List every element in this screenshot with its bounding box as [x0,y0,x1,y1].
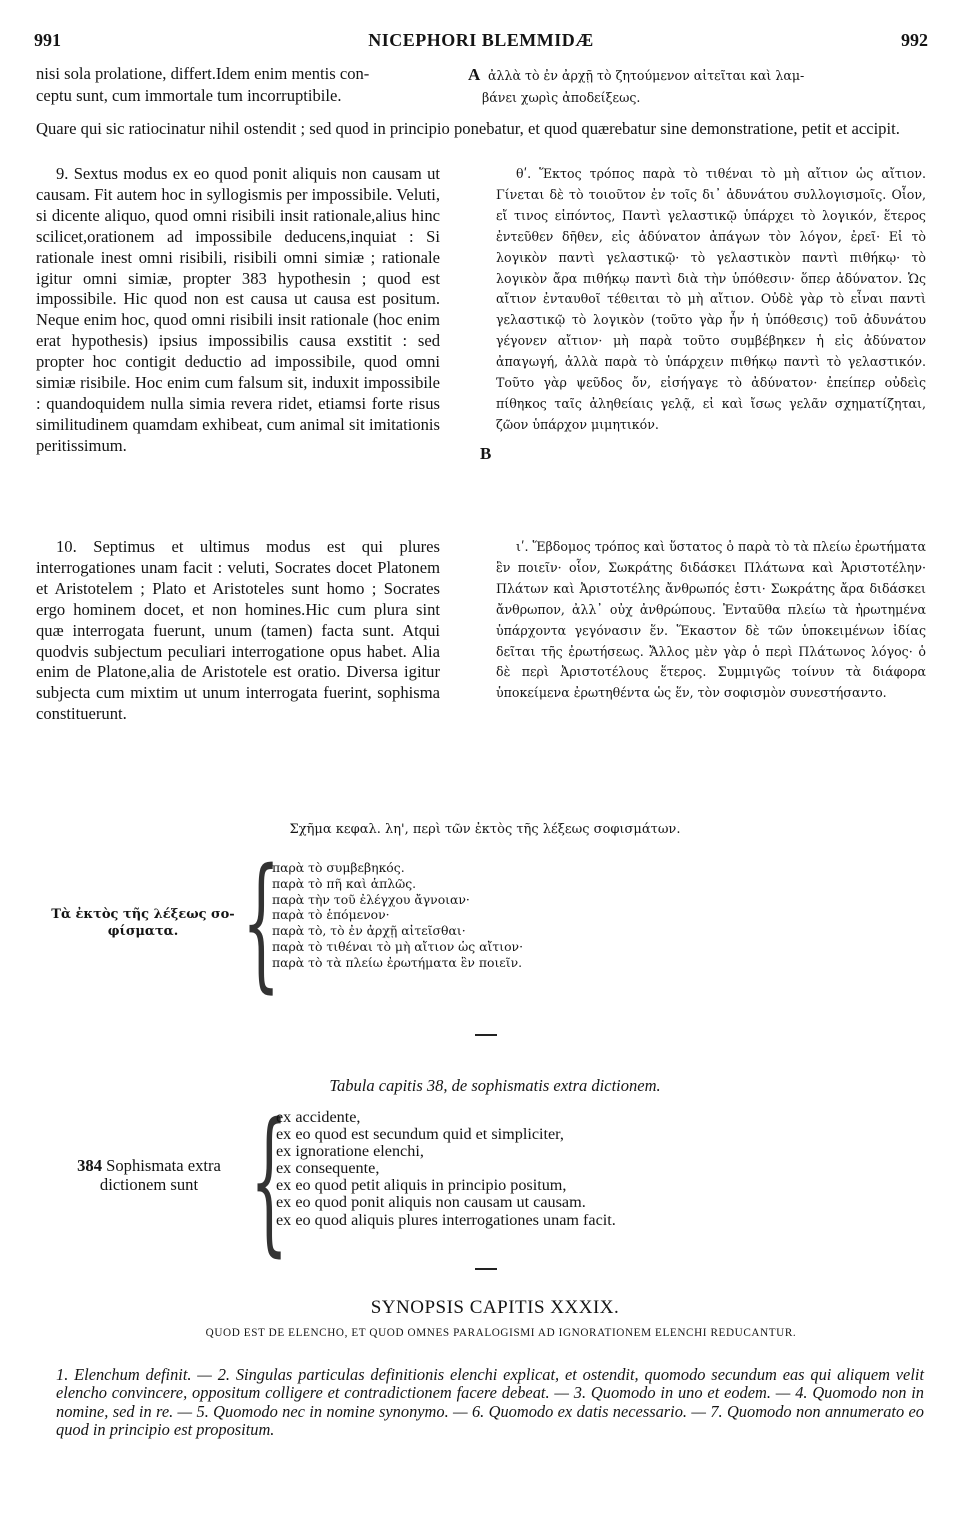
greek-table-item: παρὰ τὸ τιθέναι τὸ μὴ αἴτιον ὡς αἴτιον· [272,938,524,954]
greek-table-label [40,906,246,940]
greek-table-list [272,860,523,971]
section-marker-a: A [468,65,481,84]
synopsis-text [56,1366,924,1439]
latin-table-item: ex accidente, [276,1108,361,1126]
greek-table-caption: Σχῆμα κεφαλ. λη', περὶ τῶν ἐκτὸς τῆς λέξεως σοφισμάτων. [289,822,681,837]
top-full-width-span: Quare qui sic ratiocinatur nihil ostendit ; sed quod in principio ponebatur, et quod quærebatur sine demonstratione, petit et accipit. [36,119,900,138]
synopsis-text-span: 1. Elenchum definit. — 2. Singulas particulas definitionis elenchi explicat, et ostendit, quomodo secundum eas qui aliquem velit elencho convincere, oppositum colligere et contradictionem facere debeat. — 3. Quomodo in uno et eodem. — 4. Quomodo non in nomine, sed in re. — 5. Quomodo nec in nomine synonymo. — 6. Quomodo ex datis necessario. — 7. Quomodo non annumerato eo quod in principio est propositum. [56,1365,924,1439]
separator-rule-1 [475,1034,497,1036]
top-latin-line-2: ceptu sunt, cum immortale tum incorruptibile. [36,86,342,105]
greek-table-brace: { [242,838,281,1009]
latin-table-item: ex consequente, [276,1159,380,1178]
latin-table-item: ex eo quod petit aliquis in principio positum, [276,1176,567,1195]
greek-table-item: παρὰ τὸ πῆ καὶ ἁπλῶς. [272,875,417,891]
greek-table-item: παρὰ τὸ τὰ πλείω ἐρωτήματα ἓν ποιεῖν. [272,954,523,970]
latin-table-label-line-2: dictionem sunt [99,1175,199,1194]
latin-table-label-number: 384 [77,1156,102,1175]
greek-table-label-line-1: Τὰ ἐκτὸς τῆς λέξεως σο- [51,907,235,922]
running-header [34,30,928,56]
latin-table-list [276,1109,616,1229]
greek-table-item: παρὰ τὸ συμβεβηκός. [272,860,405,875]
latin-table-item: ex eo quod ponit aliquis non causam ut causam. [276,1193,586,1212]
greek-table-item: παρὰ τὸ, τὸ ἐν ἀρχῇ αἰτεῖσθαι· [272,923,466,939]
synopsis-title: SYNOPSIS CAPITIS XXXIX. [370,1297,620,1318]
running-title: NICEPHORI BLEMMIDÆ [368,30,594,50]
section-marker-b: B [480,444,492,463]
synopsis-subtitle: QUOD EST DE ELENCHO, ET QUOD OMNES PARALOGISMI AD IGNORATIONEM ELENCHI REDUCANTUR. [205,1327,797,1339]
latin-table-label [44,1156,254,1194]
latin-table-item: ex eo quod est secundum quid et simpliciter, [276,1125,564,1144]
para9-greek [496,164,926,436]
top-latin-line-1: nisi sola prolatione, differt.Idem enim mentis con- [36,64,370,83]
greek-table-item: παρὰ τὴν τοῦ ἐλέγχου ἄγνοιαν· [272,891,470,907]
para9-latin-text: 9. Sextus modus ex eo quod ponit aliquis non causam ut causam. Fit autem hoc in syllogismis per impossibile. Veluti, si dicente aliquo, quod omni risibili insit rationale,alius hinc scilicet,orationem ad impossibile deducens,inquiat : Si rationale inest omni risibili, risibili omni simiæ ; rationale igitur omni simiæ, propter 383 hypothesin ; quod est impossibile. Hic quod non est causa ut causa est positum. Neque enim hoc, quod omni risibili insit rationale (hoc enim erat hypothesis) ipsius impossibilis causa exstitit : sed propter hoc contigit deductio ad impossibile, quod omni simiæ risibile. Hoc enim cum falsum sit, induxit impossibile : quandoquidem nulla simia revera ridet, etiamsi forte risus similitudinem quamdam exhibeat, cum animal sit imitationis peritissimum. [36,164,440,455]
top-greek-line-1: ἀλλὰ τὸ ἐν ἀρχῇ τὸ ζητούμενον αἰτεῖται καὶ λαμ- [488,68,805,83]
latin-table-item: ex eo quod aliquis plures interrogationes unam facit. [276,1210,616,1229]
top-greek-line-2: βάνει χωρὶς ἀποδείξεως. [482,90,641,105]
para9-latin [36,164,440,457]
latin-table-caption: Tabula capitis 38, de sophismatis extra dictionem. [329,1076,661,1095]
para10-greek-text: ιʹ. Ἕβδομος τρόπος καὶ ὕστατος ὁ παρὰ τὸ τὰ πλείω ἐρωτήματα ἓν ποιεῖν· οἷον, Σωκράτης διδάσκει Πλάτωνα καὶ Ἀριστοτέλην· Πλάτων καὶ Ἀριστοτέλης ἄνθρωπός ἐστι· Σωκράτης ἄρα διδάσκει ἄνθρωπον, ἀλλ᾽ οὐχ ἀνθρώπους. Ἐνταῦθα πλείω τὰ ἠρωτημένα ὑπάρχοντα γεγόνασιν ἕν. Ἕκαστον δὲ τῶν ὑποκειμένων ἰδίας δεῖται τῆς ἐρωτήσεως. Ἄλλος μὲν γὰρ ὁ περὶ Πλάτωνος λόγος· ὁ δὲ περὶ Ἀριστοτέλους ἕτερος. Συμμιγῶς τοίνυν τὰ διάφορα ὑποκείμενα ἐρωτηθέντα ὡς ἕν, τὸν σοφισμὸν συνεστήσαντο. [496,539,926,701]
greek-table-label-line-2: φίσματα. [107,924,179,939]
greek-table-item: παρὰ τὸ ἑπόμενον· [272,907,390,923]
para10-latin [36,537,440,725]
para10-latin-text: 10. Septimus et ultimus modus est qui plures interrogationes unam facit : veluti, Socrates docet Platonem et Aristotelem ; Plato et Aristoteles sunt homo ; Socrates ergo hominem docet, et non homines.Hic cum plura sint quæ interrogata fuerunt, unum (tamen) facta sunt. Atqui quodvis subjectum peculiari interrogatione opus habet. Alia enim de Platone,alia de Aristotele est oratio. Diversa igitur subjecta cum mixtim ut unum interrogata fuerint, sophisma constituerunt. [36,537,440,724]
latin-table-item: ex ignoratione elenchi, [276,1142,424,1161]
latin-table-brace: { [250,1091,289,1273]
separator-rule-2 [475,1268,497,1270]
page-number-left: 991 [34,30,61,50]
para9-greek-text: θʹ. Ἕκτος τρόπος παρὰ τὸ τιθέναι τὸ μὴ αἴτιον ὡς αἴτιον. Γίνεται δὲ τὸ τοιοῦτον ἐν τοῖς δι᾽ ἀδυνάτου συλλογισμοῖς. Οἷον, εἴ τινος εἰπόντος, Παντὶ γελαστικῷ ὑπάρχει τὸ λογικόν, ἕτερος ἐντεῦθεν δῆθεν, εἰς ἀδύνατον ἀπάγων τὸν λόγον, ἐρεῖ· Εἰ τὸ λογικὸν παντὶ γελαστικῷ· τὸ γελαστικὸν παντὶ πιθήκῳ· τὸ λογικὸν ἄρα πιθήκῳ παντὶ διὰ τὴν ὑπόθεσιν· ὅπερ ἀδύνατον. Ὡς αἴτιον ἐνταυθοῖ τέθειται τὸ μὴ αἴτιον. Οὐδὲ γὰρ τὸ εἶναι παντὶ γελαστικῷ τὸ λογικὸν (τοῦτο γὰρ ἦν ἡ ὑπόθεσις) τοῦ ἀδυνάτου γέγονεν αἴτιον· μὴ παρὰ τοῦτο συμβέβηκεν ἡ εἰς ἀδύνατον ἀπαγωγή, ἀλλὰ παρὰ τὸ ὑπάρχειν πιθήκῳ παντὶ τὸ γελαστικόν. Τοῦτο γὰρ ψεῦδος ὄν, εἰσήγαγε τὸ ἀδύνατον· ἐπείπερ οὐδεὶς πίθηκος ταῖς ἀληθείαις γελᾷ, εἰ καὶ ἴσως γελᾶν σχηματίζηται, ζῶον ὑπάρχον μιμητικόν. [496,166,926,432]
top-full-width-text [36,119,926,140]
latin-table-label-line-1: Sophismata extra [106,1156,221,1175]
page-number-right: 992 [901,30,928,50]
para10-greek [496,537,926,704]
